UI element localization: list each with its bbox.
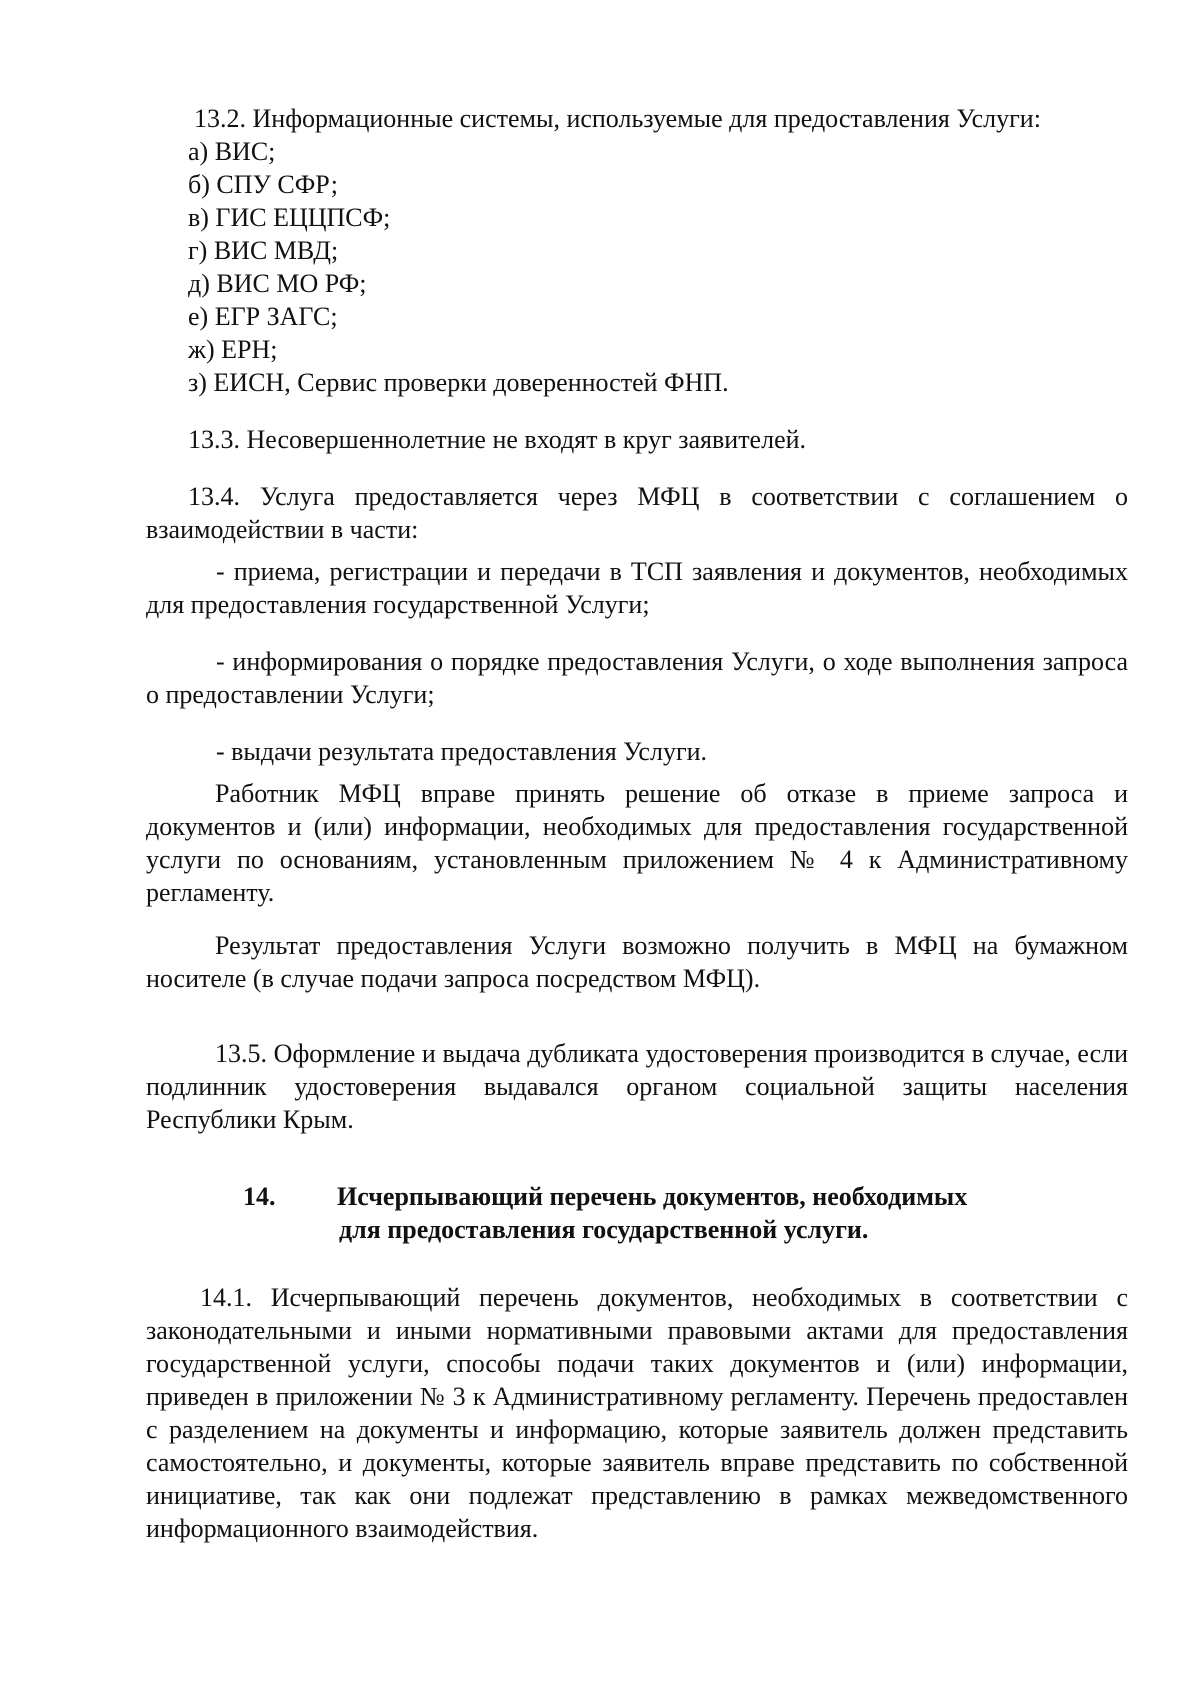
heading-title-line-1: Исчерпывающий перечень документов, необходимых [337, 1182, 968, 1211]
heading-number: 14. [243, 1182, 276, 1211]
spacer [146, 399, 1128, 423]
section-13-3: 13.3. Несовершеннолетние не входят в круг заявителей. [188, 425, 807, 454]
spacer [146, 711, 1128, 735]
spacer [146, 456, 1128, 480]
information-systems-list [188, 135, 1128, 399]
spacer [146, 546, 1128, 555]
section-13-4-bullet-issuance: - выдачи результата предоставления Услуги. [216, 737, 708, 766]
list-item: в) ГИС ЕЦЦПСФ; [188, 203, 391, 232]
list-item: з) ЕИСН, Сервис проверки доверенностей ФНП. [188, 368, 729, 397]
section-13-4-refusal-paragraph: Работник МФЦ вправе принять решение об отказе в приеме запроса и документов и (или) информации, необходимых для предоставления государственной услуги по основаниям, установленным приложением № 4 к Административному регламенту. [146, 779, 1128, 907]
section-13-4-bullet-informing: - информирования о порядке предоставления Услуги, о ходе выполнения запроса о предоставлении Услуги; [146, 647, 1128, 709]
section-14-heading [146, 1180, 1128, 1246]
spacer [146, 621, 1128, 645]
spacer [146, 995, 1128, 1037]
list-item: б) СПУ СФР; [188, 170, 338, 199]
list-item: ж) ЕРН; [188, 335, 278, 364]
list-item: е) ЕГР ЗАГС; [188, 302, 338, 331]
section-13-4-bullet-reception: - приема, регистрации и передачи в ТСП заявления и документов, необходимых для предоставления государственной Услуги; [146, 557, 1128, 619]
spacer [146, 909, 1128, 929]
list-item: а) ВИС; [188, 137, 276, 166]
document-body [146, 102, 1128, 1545]
section-13-5: 13.5. Оформление и выдача дубликата удостоверения производится в случае, если подлинник удостоверения выдавался органом социальной защиты населения Республики Крым. [146, 1039, 1128, 1134]
section-13-2-intro: 13.2. Информационные системы, используемые для предоставления Услуги: [194, 104, 1041, 133]
list-item: д) ВИС МО РФ; [188, 269, 367, 298]
list-item: г) ВИС МВД; [188, 236, 339, 265]
section-13-4-intro: 13.4. Услуга предоставляется через МФЦ в соответствии с соглашением о взаимодействии в части: [146, 482, 1128, 544]
section-14-1: 14.1. Исчерпывающий перечень документов, необходимых в соответствии с законодательными и иными нормативными правовыми актами для предоставления государственной услуги, способы подачи таких документов и (или) информации, приведен в приложении № 3 к Административному регламенту. Перечень предоставлен с разделением на документы и информацию, которые заявитель должен представить самостоятельно, и документы, которые заявитель вправе представить по собственной инициативе, так как они подлежат представлению в рамках межведомственного информационного взаимодействия. [146, 1283, 1128, 1543]
section-13-4-result-paragraph: Результат предоставления Услуги возможно получить в МФЦ на бумажном носителе (в случае подачи запроса посредством МФЦ). [146, 931, 1128, 993]
heading-title-line-2: для предоставления государственной услуги. [339, 1215, 869, 1244]
spacer [146, 768, 1128, 777]
